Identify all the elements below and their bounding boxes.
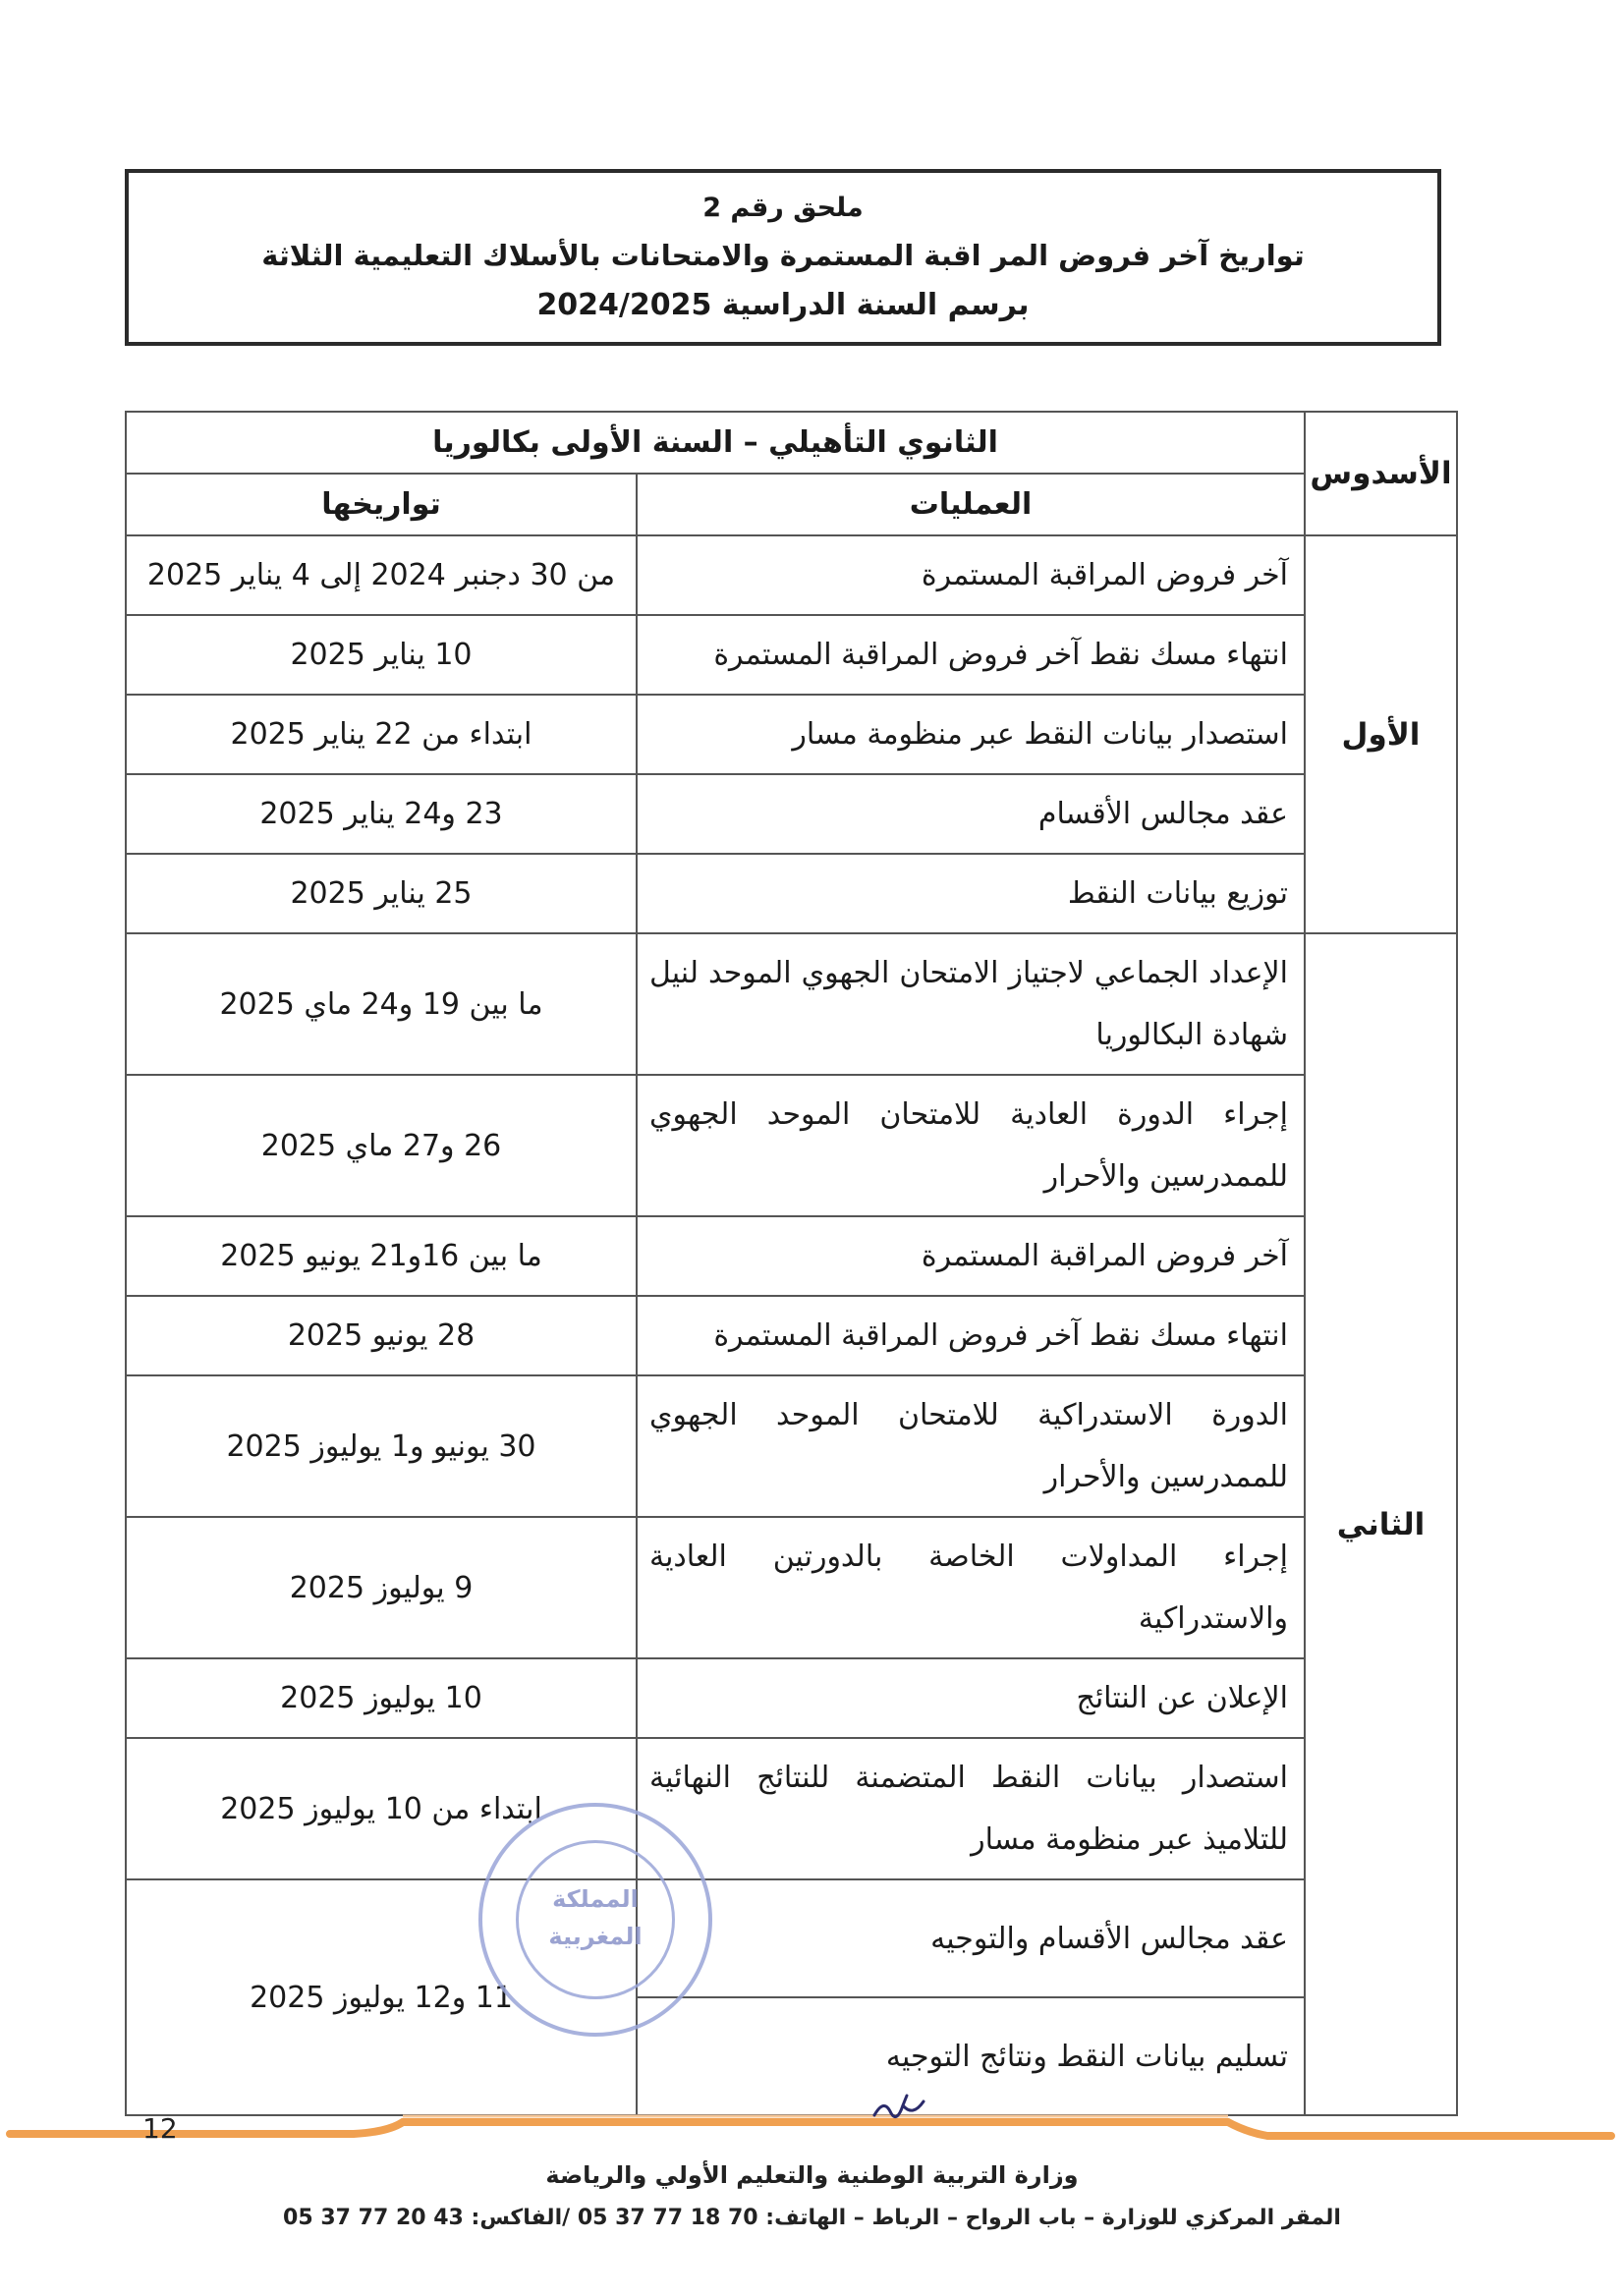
footer-ministry: وزارة التربية الوطنية والتعليم الأولي والرياضة — [545, 2161, 1079, 2189]
table-row — [126, 1296, 1457, 1375]
table-row — [126, 774, 1457, 854]
table-row — [126, 1658, 1457, 1738]
operation-cell: تسليم بيانات النقط ونتائج التوجيه — [637, 1997, 1305, 2115]
annex-header-box — [125, 169, 1441, 346]
document-title: تواريخ آخر فروض المر اقبة المستمرة والامتحانات بالأسلاك التعليمية الثلاثة — [261, 239, 1305, 272]
stamp-inner-ring — [516, 1840, 675, 1999]
semester-1-label: الأول — [1305, 535, 1457, 933]
table-row — [126, 1216, 1457, 1296]
table-row — [126, 615, 1457, 695]
school-year: برسم السنة الدراسية 2024/2025 — [536, 288, 1030, 322]
stamp-line-1: المملكة — [552, 1885, 639, 1913]
operation-cell: استصدار بيانات النقط المتضمنة للنتائج النهائية للتلاميذ عبر منظومة مسار — [637, 1738, 1305, 1879]
date-cell: 10 يناير 2025 — [126, 615, 637, 695]
table-row — [126, 535, 1457, 615]
table-subheader-row — [126, 474, 1457, 535]
operation-cell: آخر فروض المراقبة المستمرة — [637, 1216, 1305, 1296]
table-header-row — [126, 412, 1457, 474]
table-row — [126, 854, 1457, 933]
date-cell: 11 و12 يوليوز 2025 — [126, 1879, 637, 2115]
footer-address: المقر المركزي للوزارة – باب الرواح – الرباط – الهاتف: 70 18 77 37 05 /الفاكس: 43 20 77 37 05 — [283, 2206, 1341, 2230]
date-cell: من 30 دجنبر 2024 إلى 4 يناير 2025 — [126, 535, 637, 615]
table-row — [126, 1375, 1457, 1517]
official-stamp — [478, 1803, 712, 2037]
date-cell: 28 يونيو 2025 — [126, 1296, 637, 1375]
table-row — [126, 695, 1457, 774]
dates-column-header: تواريخها — [126, 474, 637, 535]
date-cell: ما بين 19 و24 ماي 2025 — [126, 933, 637, 1075]
semester-2-label: الثاني — [1305, 933, 1457, 2115]
table-row — [126, 1738, 1457, 1879]
operations-column-header: العمليات — [637, 474, 1305, 535]
page-number: 12 — [142, 2112, 178, 2145]
operation-cell: استصدار بيانات النقط عبر منظومة مسار — [637, 695, 1305, 774]
stamp-line-2: المغربية — [548, 1923, 643, 1950]
level-title: الثانوي التأهيلي – السنة الأولى بكالوريا — [126, 412, 1305, 474]
date-cell: ابتداء من 10 يوليوز 2025 — [126, 1738, 637, 1879]
operation-cell: الإعداد الجماعي لاجتياز الامتحان الجهوي الموحد لنيل شهادة البكالوريا — [637, 933, 1305, 1075]
table-row — [126, 933, 1457, 1075]
operation-cell: عقد مجالس الأقسام — [637, 774, 1305, 854]
semester-column-header: الأسدوس — [1305, 412, 1457, 535]
operation-cell: آخر فروض المراقبة المستمرة — [637, 535, 1305, 615]
date-cell: 30 يونيو و1 يوليوز 2025 — [126, 1375, 637, 1517]
date-cell: ما بين 16و21 يونيو 2025 — [126, 1216, 637, 1296]
table-row — [126, 1075, 1457, 1216]
table-row — [126, 1879, 1457, 1997]
operation-cell: الدورة الاستدراكية للامتحان الموحد الجهوي للممدرسين والأحرار — [637, 1375, 1305, 1517]
date-cell: 10 يوليوز 2025 — [126, 1658, 637, 1738]
table-row — [126, 1517, 1457, 1658]
date-cell: 25 يناير 2025 — [126, 854, 637, 933]
date-cell: ابتداء من 22 يناير 2025 — [126, 695, 637, 774]
operation-cell: عقد مجالس الأقسام والتوجيه — [637, 1879, 1305, 1997]
date-cell: 26 و27 ماي 2025 — [126, 1075, 637, 1216]
schedule-table — [125, 411, 1458, 2116]
operation-cell: إجراء الدورة العادية للامتحان الموحد الجهوي للممدرسين والأحرار — [637, 1075, 1305, 1216]
operation-cell: انتهاء مسك نقط آخر فروض المراقبة المستمرة — [637, 615, 1305, 695]
operation-cell: إجراء المداولات الخاصة بالدورتين العادية والاستدراكية — [637, 1517, 1305, 1658]
date-cell: 23 و24 يناير 2025 — [126, 774, 637, 854]
signature-mark — [869, 2088, 928, 2127]
annex-number: ملحق رقم 2 — [702, 193, 864, 223]
footer-decorative-line — [0, 2102, 1624, 2152]
date-cell: 9 يوليوز 2025 — [126, 1517, 637, 1658]
operation-cell: الإعلان عن النتائج — [637, 1658, 1305, 1738]
operation-cell: انتهاء مسك نقط آخر فروض المراقبة المستمرة — [637, 1296, 1305, 1375]
operation-cell: توزيع بيانات النقط — [637, 854, 1305, 933]
